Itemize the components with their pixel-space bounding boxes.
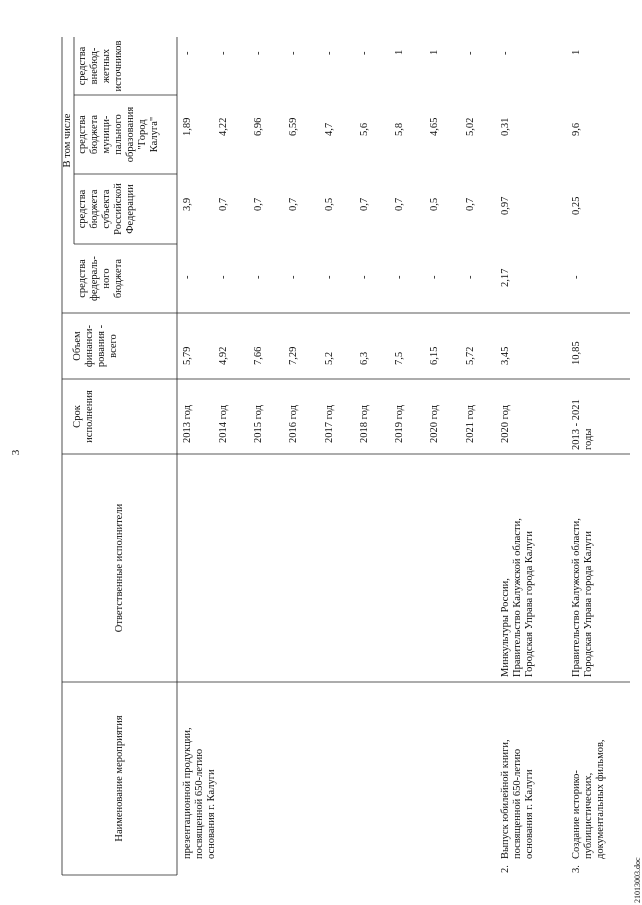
row-8-municipal: 4,65 xyxy=(429,117,440,136)
row-6-extra: - xyxy=(359,51,370,55)
page-number: 3 xyxy=(10,449,22,456)
document-footer: 21013003.doc xyxy=(633,857,642,903)
row-7-federal: - xyxy=(394,275,405,279)
row-3-municipal: 6,96 xyxy=(253,117,264,136)
row-7-term: 2019 год xyxy=(394,405,405,443)
row-11-name: Создание историко- публицистических, документальных фильмов, xyxy=(571,739,606,859)
row-3-term: 2015 год xyxy=(253,405,264,443)
row-1-extra: - xyxy=(182,51,193,55)
row-10-total: 3,45 xyxy=(500,346,511,365)
row-4-federal: - xyxy=(288,275,299,279)
row-5-term: 2017 год xyxy=(324,405,335,443)
row-8-federal: - xyxy=(429,275,440,279)
row-5-regional: 0,5 xyxy=(324,197,335,211)
row-1-federal: - xyxy=(182,275,193,279)
row-8-term: 2020 год xyxy=(429,405,440,443)
header-term: Срок исполнения xyxy=(72,390,95,443)
row-1-name: презентационной продукции, посвященной 650-летию основания г. Калуги xyxy=(182,727,217,859)
row-11-term: 2013 - 2021 годы xyxy=(571,399,594,450)
row-2-extra: - xyxy=(218,51,229,55)
row-9-extra: - xyxy=(465,51,476,55)
row-6-municipal: 5,6 xyxy=(359,122,370,136)
row-5-total: 5,2 xyxy=(324,351,335,365)
financing-table xyxy=(62,37,630,875)
row-9-term: 2021 год xyxy=(465,405,476,443)
row-10-municipal: 0,31 xyxy=(500,117,511,136)
row-11-extra: 1 xyxy=(571,49,582,55)
row-10-term: 2020 год xyxy=(500,405,511,443)
row-11-total: 10,85 xyxy=(571,341,582,365)
row-4-term: 2016 год xyxy=(288,405,299,443)
row-1-regional: 3,9 xyxy=(182,197,193,211)
row-6-term: 2018 год xyxy=(359,405,370,443)
row-4-extra: - xyxy=(288,51,299,55)
row-3-regional: 0,7 xyxy=(253,197,264,211)
row-10-extra: - xyxy=(500,51,511,55)
header-responsible: Ответственные исполнители xyxy=(114,503,125,633)
row-2-federal: - xyxy=(218,275,229,279)
row-5-municipal: 4,7 xyxy=(324,122,335,136)
row-2-municipal: 4,22 xyxy=(218,117,229,136)
row-2-total: 4,92 xyxy=(218,346,229,365)
row-7-regional: 0,7 xyxy=(394,197,405,211)
row-8-extra: 1 xyxy=(429,49,440,55)
row-1-municipal: 1,89 xyxy=(182,117,193,136)
row-6-regional: 0,7 xyxy=(359,197,370,211)
header-regional: средства бюджета субъекта Российской Федерации xyxy=(77,183,136,235)
row-5-extra: - xyxy=(324,51,335,55)
header-municipal: средства бюджета муници- пального образования "Город Калуга" xyxy=(77,106,160,163)
row-4-regional: 0,7 xyxy=(288,197,299,211)
row-11-num: 3. xyxy=(571,865,582,873)
header-volume: Объем финанси- рования - всего xyxy=(72,324,119,368)
row-10-responsible: Минкультуры России, Правительство Калужской области, Городская Управа города Калуги xyxy=(500,518,535,677)
row-7-total: 7,5 xyxy=(394,351,405,365)
row-11-federal: - xyxy=(571,275,582,279)
row-10-federal: 2,17 xyxy=(500,268,511,287)
row-3-federal: - xyxy=(253,275,264,279)
header-extrabudget: средства внебюд- жетных источников xyxy=(77,40,124,92)
row-9-total: 5,72 xyxy=(465,346,476,365)
row-3-extra: - xyxy=(253,51,264,55)
row-7-extra: 1 xyxy=(394,49,405,55)
header-federal: средства федераль- ного бюджета xyxy=(77,256,124,301)
row-4-total: 7,29 xyxy=(288,346,299,365)
header-name: Наименование мероприятия xyxy=(114,715,125,842)
row-6-total: 6,3 xyxy=(359,351,370,365)
row-11-regional: 0,25 xyxy=(571,196,582,215)
row-5-federal: - xyxy=(324,275,335,279)
row-11-responsible: Правительство Калужской области, Городская Управа города Калуги xyxy=(571,518,594,677)
row-8-regional: 0,5 xyxy=(429,197,440,211)
row-6-federal: - xyxy=(359,275,370,279)
row-2-term: 2014 год xyxy=(218,405,229,443)
row-2-regional: 0,7 xyxy=(218,197,229,211)
row-8-total: 6,15 xyxy=(429,346,440,365)
row-10-regional: 0,97 xyxy=(500,196,511,215)
row-1-total: 5,79 xyxy=(182,346,193,365)
row-1-term: 2013 год xyxy=(182,405,193,443)
header-including: В том числе xyxy=(62,113,73,168)
row-7-municipal: 5,8 xyxy=(394,122,405,136)
row-10-num: 2. xyxy=(500,865,511,873)
row-11-municipal: 9,6 xyxy=(571,122,582,136)
row-9-federal: - xyxy=(465,275,476,279)
row-10-name: Выпуск юбилейной книги, посвященной 650-летию основания г. Калуги xyxy=(500,739,535,859)
row-3-total: 7,66 xyxy=(253,346,264,365)
row-9-regional: 0,7 xyxy=(465,197,476,211)
row-9-municipal: 5,02 xyxy=(465,117,476,136)
row-4-municipal: 6,59 xyxy=(288,117,299,136)
